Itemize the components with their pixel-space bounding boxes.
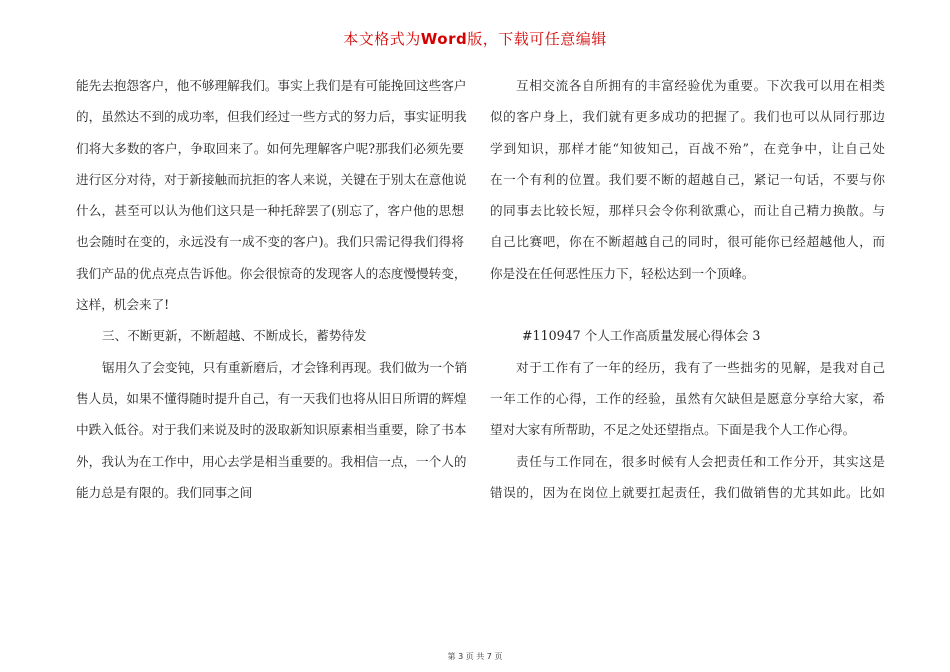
paragraph-line: 锯用久了会变钝，只有重新磨后，才会锋利再现。我们做为一个销	[102, 359, 468, 375]
header-prefix: 本文格式为	[343, 30, 421, 48]
paragraph-line: 也会随时在变的，永远没有一成不变的客户)。我们只需记得我们得将	[76, 234, 464, 250]
paragraph-line: 外，我认为在工作中，用心去学是相当重要的。我相信一点，一个人的	[76, 453, 467, 469]
paragraph-line: 什么，甚至可以认为他们这只是一种托辞罢了(别忘了，客户他的思想	[76, 203, 464, 219]
paragraph-line: 的，虽然达不到的成功率，但我们经过一些方式的努力后，事实证明我	[76, 109, 467, 125]
paragraph-line: 能先去抱怨客户，他不够理解我们。事实上我们是有可能挽回这些客户	[76, 78, 467, 93]
paragraph-line: 对于工作有了一年的经历，我有了一些拙劣的见解，是我对自己	[516, 359, 885, 375]
paragraph-line: 进行区分对待，对于新接触而抗拒的客人来说，关键在于别太在意他说	[76, 171, 467, 187]
paragraph-line: 责任与工作同在，很多时候有人会把责任和工作分开，其实这是	[516, 453, 885, 469]
paragraph-line: 错误的，因为在岗位上就要扛起责任，我们做销售的尤其如此。比如	[490, 484, 885, 500]
right-column	[490, 70, 885, 508]
paragraph-line: 这样，机会来了!	[76, 297, 170, 313]
paragraph-line: 你是没在任何恶性压力下，轻松达到一个顶峰。	[490, 265, 755, 281]
section-title: #110947 个人工作高质量发展心得体会 3	[522, 328, 761, 344]
header-word: Word	[420, 30, 468, 48]
paragraph-line: 学到知识，那样才能“知彼知己，百战不殆”，在竞争中，让自己处	[490, 140, 885, 156]
paragraph-line: 一年工作的心得，工作的经验，虽然有欠缺但是愿意分享给大家，希	[490, 390, 885, 406]
paragraph-line: 似的客户身上，我们就有更多成功的把握了。我们也可以从同行那边	[490, 109, 885, 125]
section-title: 三、不断更新，不断超越、不断成长，蓄势待发	[102, 328, 367, 344]
left-column	[76, 70, 468, 508]
paragraph-line: 我们产品的优点亮点告诉他。你会很惊奇的发现客人的态度慢慢转变，	[76, 265, 467, 281]
paragraph-line: 售人员，如果不懂得随时提升自己，有一天我们也将从旧日所谓的辉煌	[76, 390, 467, 406]
page-header	[0, 28, 950, 49]
paragraph-line: 能力总是有限的。我们同事之间	[76, 484, 253, 500]
paragraph-line: 们将大多数的客户，争取回来了。如何先理解客户呢?那我们必须先要	[76, 140, 464, 156]
paragraph-line: 望对大家有所帮助，不足之处还望指点。下面是我个人工作心得。	[490, 422, 856, 438]
page-footer: 第 3 页 共 7 页	[447, 652, 503, 661]
paragraph-line: 互相交流各自所拥有的丰富经验优为重要。下次我可以用在相类	[516, 78, 885, 93]
paragraph-line: 的同事去比较长短，那样只会令你利欲熏心，而让自己精力换散。与	[490, 203, 885, 219]
paragraph-line: 自己比赛吧，你在不断超越自己的同时，很可能你已经超越他人，而	[490, 234, 885, 250]
header-suffix: 版，下载可任意编辑	[467, 30, 607, 48]
blank-line	[490, 289, 885, 320]
paragraph-line: 中跌入低谷。对于我们来说及时的汲取新知识原素相当重要，除了书本	[76, 422, 467, 438]
paragraph-line: 在一个有利的位置。我们要不断的超越自己，紧记一句话，不要与你	[490, 171, 885, 187]
